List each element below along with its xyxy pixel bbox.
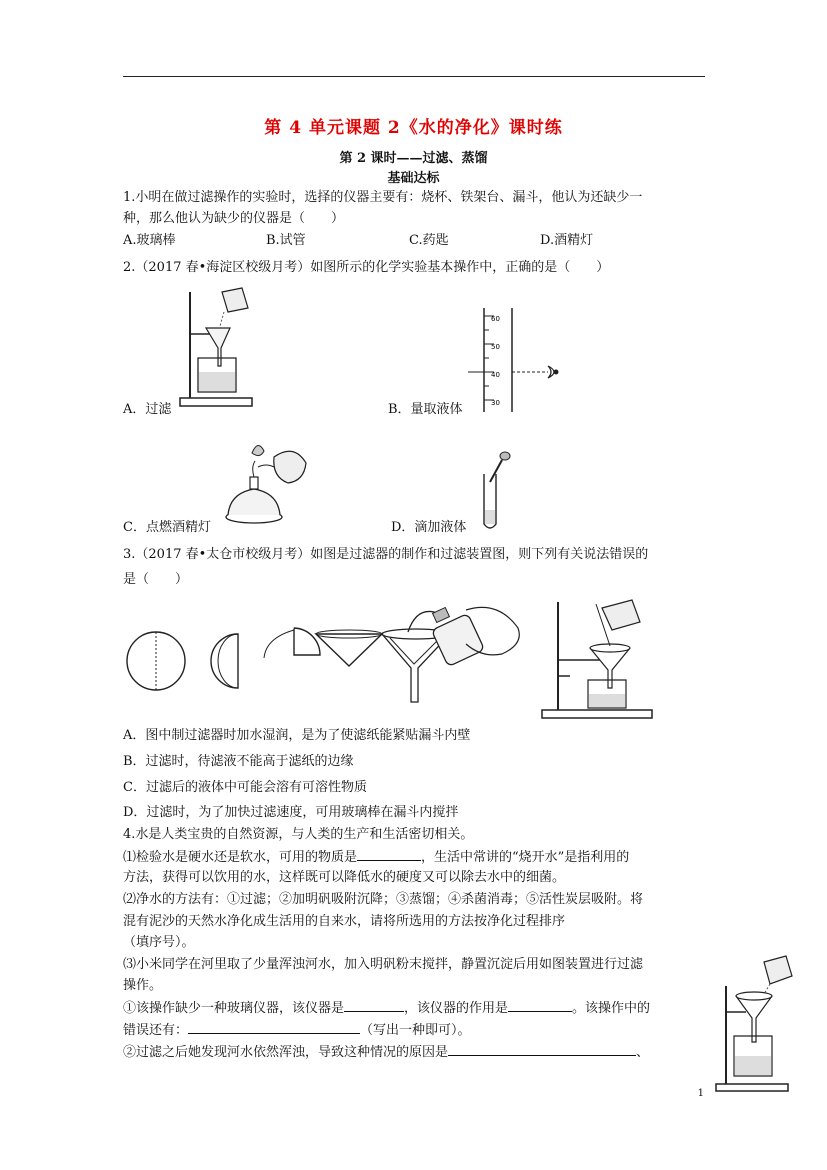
q4-sub1-text-a: ①该操作缺少一种玻璃仪器，该仪器是 [123, 1001, 345, 1016]
q4-sub1-text-b: ，该仪器的作用是 [404, 1001, 509, 1016]
q4-part3-line2: 操作。 [123, 978, 163, 993]
answer-blank-reason[interactable] [448, 1043, 636, 1056]
page-number: 1 [697, 1088, 704, 1099]
cylinder-tick-40: 40 [491, 371, 500, 379]
q4-figure-filtration [714, 956, 794, 1096]
answer-blank-error[interactable] [188, 1021, 360, 1034]
q4-part3-line1: ⑶小米同学在河里取了少量浑浊河水，加入明矾粉末搅拌，静置沉淀后用如图装置进行过滤 [123, 957, 644, 972]
q2-figure-filtration [178, 286, 258, 410]
q2-figure-measuring-cylinder [456, 306, 576, 416]
q2-option-b: B．量取液体 [388, 402, 463, 417]
q4-part2-line1: ⑵净水的方法有：①过滤；②加明矾吸附沉降；③蒸馏；④杀菌消毒；⑤活性炭层吸附。将 [123, 892, 644, 907]
section-heading: 基础达标 [387, 171, 440, 186]
q1-option-a: A.玻璃棒 [123, 233, 176, 248]
q4-sub2-text-a: ②过滤之后她发现河水依然浑浊，导致这种情况的原因是 [123, 1045, 449, 1060]
q3-option-c: C．过滤后的液体中可能会溶有可溶性物质 [123, 780, 367, 795]
q4-part2-line2: 混有泥沙的天然水净化成生活用的自来水，请将所选用的方法按净化过程排序 [123, 914, 566, 929]
answer-blank-reagent[interactable] [357, 848, 421, 861]
q2-stem: 2.（2017 春•海淀区校级月考）如图所示的化学实验基本操作中，正确的是（ ） [123, 260, 610, 275]
cylinder-tick-30: 30 [491, 399, 500, 407]
q4-intro: 4.水是人类宝贵的自然资源，与人类的生产和生活密切相关。 [123, 827, 474, 842]
q3-option-d: D．过滤时，为了加快过滤速度，可用玻璃棒在漏斗内搅拌 [123, 805, 459, 820]
q2-option-d: D．滴加液体 [391, 520, 467, 535]
q3-figure-filter-making [126, 598, 726, 728]
q2-option-c: C．点燃酒精灯 [123, 520, 211, 535]
q1-stem-line1: 1.小明在做过滤操作的实验时，选择的仪器主要有：烧杯、铁架台、漏斗，他认为还缺少一 [123, 190, 643, 205]
q4-sub1-text-d: 错误还有： [123, 1023, 189, 1038]
q2-option-a: A．过滤 [123, 402, 172, 417]
q4-part1-text-b: ，生活中常讲的“烧开水”是指利用的 [421, 850, 630, 865]
answer-blank-function[interactable] [508, 999, 572, 1012]
q1-option-c: C.药匙 [409, 233, 449, 248]
q2-figure-dropper [474, 452, 514, 532]
q4-sub1-line2 [123, 1021, 471, 1040]
answer-blank-instrument[interactable] [344, 999, 404, 1012]
q1-option-d: D.酒精灯 [540, 233, 594, 248]
q4-sub1-text-c: 。该操作中的 [572, 1001, 651, 1016]
q4-part1-text-a: ⑴检验水是硬水还是软水，可用的物质是 [123, 850, 358, 865]
q4-part1-line2: 方法，获得可以饮用的水，这样既可以降低水的硬度又可以除去水中的细菌。 [123, 870, 566, 885]
q4-sub2-text-b: 、 [636, 1045, 650, 1060]
q4-sub1-line1 [123, 999, 650, 1018]
q3-option-b: B．过滤时，待滤液不能高于滤纸的边缘 [123, 754, 354, 769]
q3-stem-line1: 3.（2017 春•太仓市校级月考）如图是过滤器的制作和过滤装置图，则下列有关说法错误的 [123, 547, 649, 562]
q3-stem-line2: 是（ ） [123, 572, 189, 587]
q4-part1-line1 [123, 848, 629, 867]
q1-option-b: B.试管 [266, 233, 306, 248]
q4-part2-line3: （填序号）。 [123, 935, 195, 950]
cylinder-tick-60: 60 [491, 315, 500, 323]
q3-option-a: A．图中制过滤器时加水湿润，是为了使滤纸能紧贴漏斗内壁 [123, 728, 471, 743]
q1-stem-line2: 种，那么他认为缺少的仪器是（ ） [123, 211, 345, 226]
header-rule [123, 76, 705, 77]
page-title: 第 4 单元课题 2《水的净化》课时练 [264, 118, 563, 138]
q2-figure-alcohol-lamp [218, 437, 318, 529]
cylinder-tick-50: 50 [491, 343, 500, 351]
q4-sub1-text-e: （写出一种即可）。 [360, 1023, 471, 1038]
page-subtitle: 第 2 课时——过滤、蒸馏 [339, 151, 488, 166]
q4-sub2-line [123, 1043, 649, 1062]
